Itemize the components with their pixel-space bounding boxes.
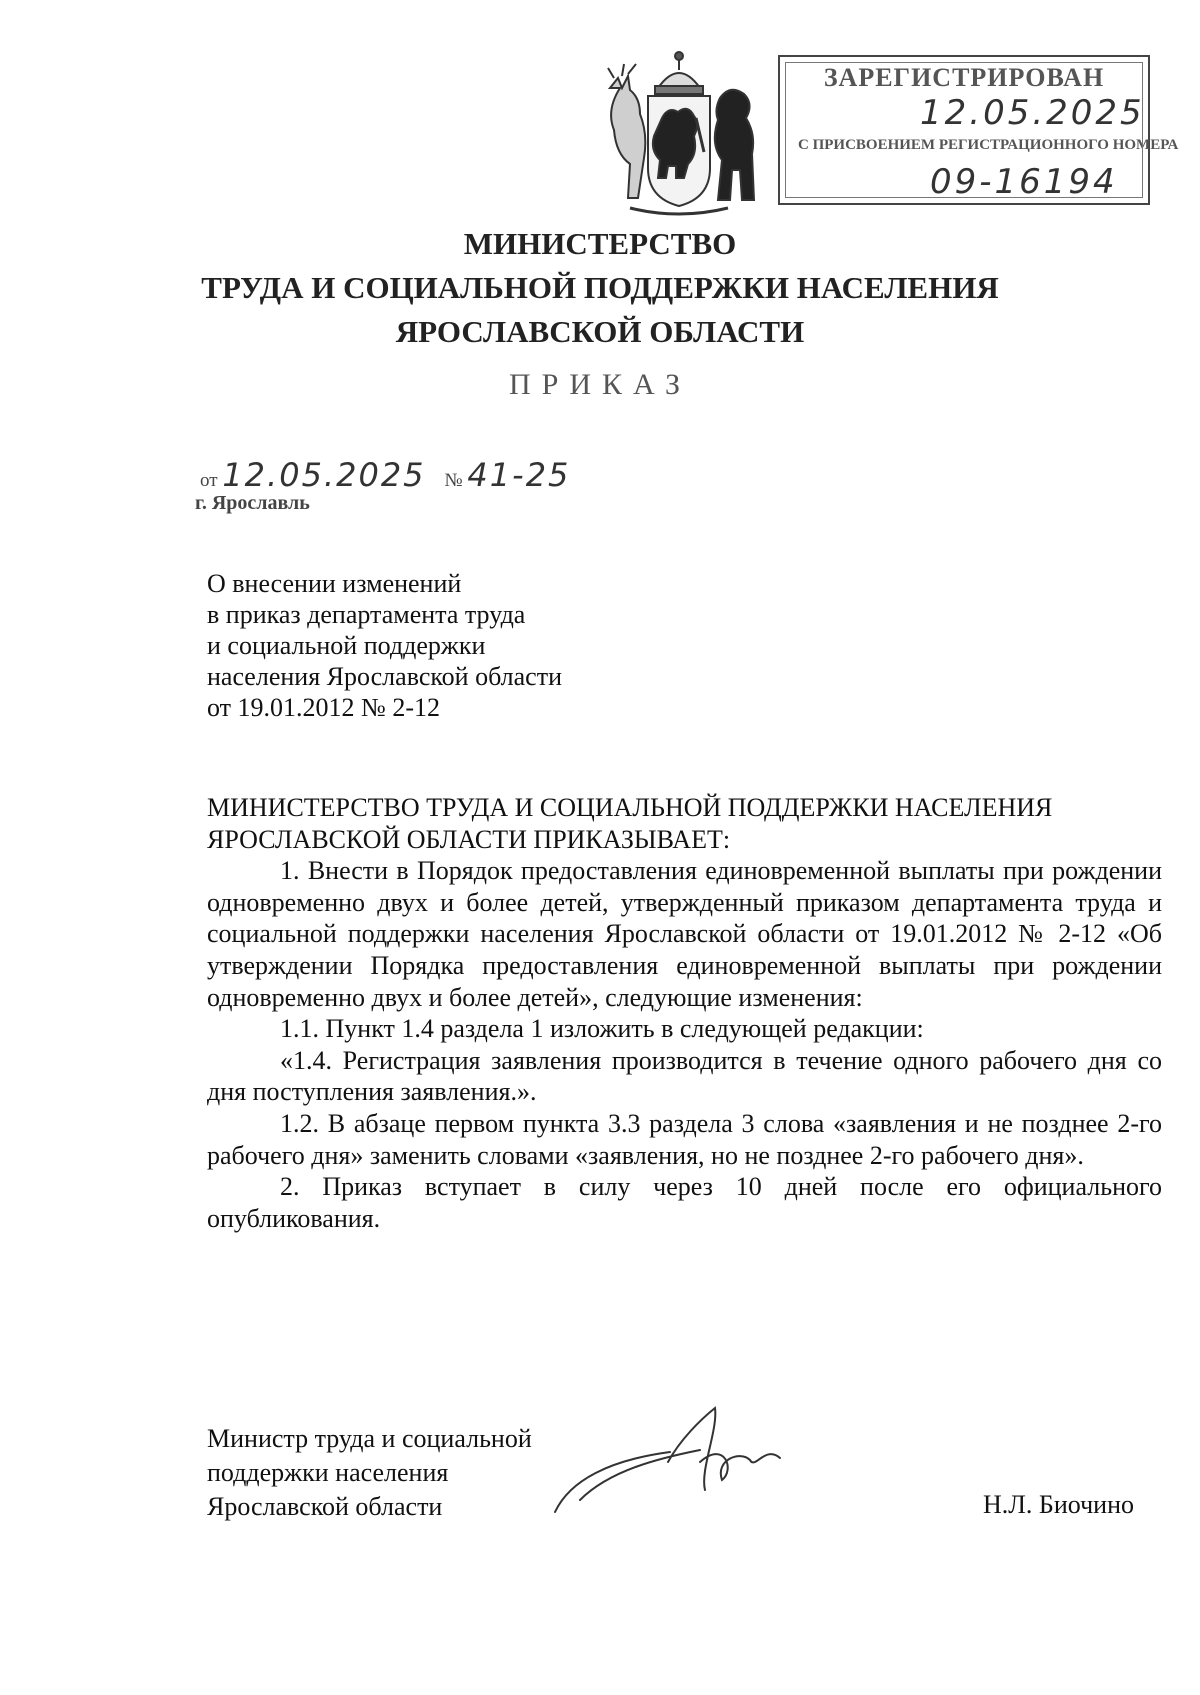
order-paragraph: 2. Приказ вступает в силу через 10 дней после его официального опубликования. [207,1172,1162,1233]
ministry-line: ТРУДА И СОЦИАЛЬНОЙ ПОДДЕРЖКИ НАСЕЛЕНИЯ [201,270,999,305]
order-body [207,792,1162,1234]
ministry-line: МИНИСТЕРСТВО [463,226,737,261]
coat-of-arms-icon [600,48,758,216]
number-prefix: № [444,470,463,491]
signer-name: Н.Л. Биочино [983,1490,1134,1519]
order-subject [207,568,562,723]
stamp-registration-number: 09-16194 [930,162,1118,202]
order-preamble: МИНИСТЕРСТВО ТРУДА И СОЦИАЛЬНОЙ ПОДДЕРЖКИ НАСЕЛЕНИЯ ЯРОСЛАВСКОЙ ОБЛАСТИ ПРИКАЗЫВАЕТ: [207,793,1053,854]
subject-line: населения Ярославской области [207,662,562,691]
order-paragraph: 1. Внести в Порядок предоставления единовременной выплаты при рождении одновременно двух и более детей, утвержденный приказом департамента труда и социальной поддержки населения Ярославской области от 19.01.2012 № 2-12 «Об утверждении Порядка предоставления единовременной выплаты при рождении одновременно двух и более детей», следующие изменения: [207,856,1162,1012]
signer-position [207,1422,532,1524]
document-type: ПРИКАЗ [509,368,691,401]
date-prefix: от [200,470,218,491]
order-paragraph: 1.1. Пункт 1.4 раздела 1 изложить в следующей редакции: [280,1014,924,1044]
ministry-header [0,222,1200,354]
order-date: 12.05.2025 [222,456,426,494]
subject-line: в приказ департамента труда [207,600,526,629]
position-line: поддержки населения [207,1458,449,1487]
position-line: Ярославской области [207,1492,443,1521]
order-number: 41-25 [467,456,571,494]
order-city: г. Ярославль [195,492,310,514]
subject-line: О внесении изменений [207,569,462,598]
stamp-subtitle: С ПРИСВОЕНИЕМ РЕГИСТРАЦИОННОГО НОМЕРА [798,137,1179,153]
subject-line: от 19.01.2012 № 2-12 [207,693,440,722]
handwritten-signature-icon [550,1400,830,1520]
subject-line: и социальной поддержки [207,631,486,660]
stamp-date: 12.05.2025 [920,93,1145,133]
position-line: Министр труда и социальной [207,1424,532,1453]
stamp-title: ЗАРЕГИСТРИРОВАН [823,63,1105,92]
order-paragraph: «1.4. Регистрация заявления производится в течение одного рабочего дня со дня поступления заявления.». [207,1045,1162,1107]
registration-stamp [778,55,1179,205]
order-paragraph: 1.2. В абзаце первом пункта 3.3 раздела 3 слова «заявления и не позднее 2-го рабочего дня» заменить словами «заявления, но не позднее 2-го рабочего дня». [207,1108,1162,1170]
order-date-line [200,456,570,494]
ministry-line: ЯРОСЛАВСКОЙ ОБЛАСТИ [395,314,805,349]
